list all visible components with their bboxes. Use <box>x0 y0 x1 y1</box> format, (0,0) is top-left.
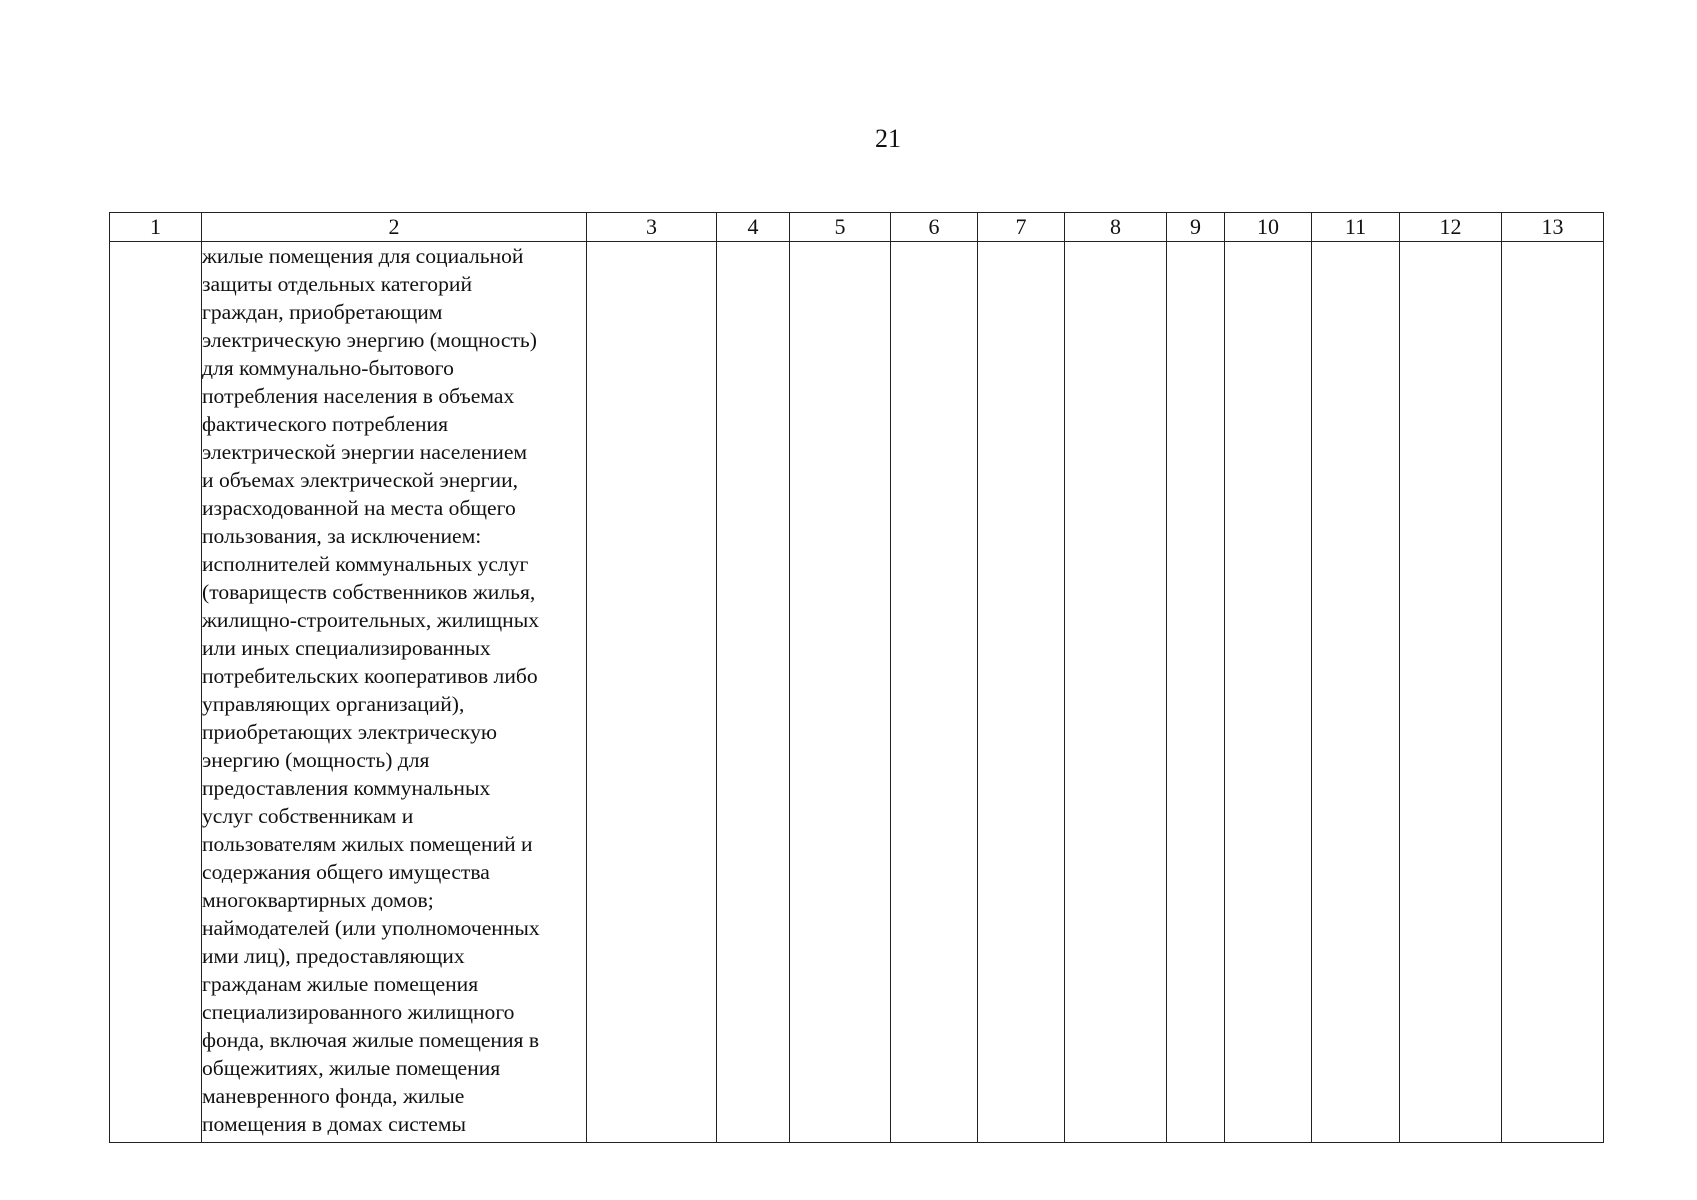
cell-col-9 <box>1167 242 1225 1143</box>
text-line: пользования, за исключением: <box>202 524 482 548</box>
cell-col-8 <box>1065 242 1167 1143</box>
text-line: предоставления коммунальных <box>202 776 491 800</box>
text-line: израсходованной на места общего <box>202 496 516 520</box>
text-line: электрической энергии населением <box>202 440 528 464</box>
text-line: помещения в домах системы <box>202 1112 467 1136</box>
text-line: приобретающих электрическую <box>202 720 498 744</box>
cell-col-10 <box>1225 242 1312 1143</box>
text-line: услуг собственникам и <box>202 804 414 828</box>
header-row <box>110 213 1604 242</box>
text-line: исполнителей коммунальных услуг <box>202 552 529 576</box>
text-line: управляющих организаций), <box>202 692 465 716</box>
text-line: защиты отдельных категорий <box>202 272 472 296</box>
column-header-13: 13 <box>1502 213 1604 242</box>
text-line: жилищно-строительных, жилищных <box>202 608 540 632</box>
text-line: содержания общего имущества <box>202 860 490 884</box>
column-header-8: 8 <box>1065 213 1167 242</box>
cell-col-6 <box>891 242 978 1143</box>
text-line: специализированного жилищного <box>202 1000 515 1024</box>
cell-col-11 <box>1312 242 1400 1143</box>
text-line: потребления населения в объемах <box>202 384 515 408</box>
column-header-10: 10 <box>1225 213 1312 242</box>
column-header-4: 4 <box>717 213 790 242</box>
text-line: фактического потребления <box>202 412 449 436</box>
text-line: ими лиц), предоставляющих <box>202 944 465 968</box>
column-header-7: 7 <box>978 213 1065 242</box>
column-header-1: 1 <box>110 213 202 242</box>
cell-col-2-text <box>202 242 587 1143</box>
cell-col-1 <box>110 242 202 1143</box>
text-line: (товариществ собственников жилья, <box>202 580 536 604</box>
cell-col-3 <box>587 242 717 1143</box>
page-number: 21 <box>875 124 901 153</box>
text-line: и объемах электрической энергии, <box>202 468 519 492</box>
text-line: многоквартирных домов; <box>202 888 434 912</box>
column-header-12: 12 <box>1400 213 1502 242</box>
column-header-6: 6 <box>891 213 978 242</box>
cell-col-13 <box>1502 242 1604 1143</box>
text-line: общежитиях, жилые помещения <box>202 1056 501 1080</box>
text-line: электрическую энергию (мощность) <box>202 328 537 352</box>
column-header-9: 9 <box>1167 213 1225 242</box>
text-line: фонда, включая жилые помещения в <box>202 1028 540 1052</box>
column-header-11: 11 <box>1312 213 1400 242</box>
text-line: гражданам жилые помещения <box>202 972 479 996</box>
data-table <box>109 212 1604 1143</box>
text-line: граждан, приобретающим <box>202 300 443 324</box>
text-line: наймодателей (или уполномоченных <box>202 916 540 940</box>
text-line: пользователям жилых помещений и <box>202 832 533 856</box>
cell-col-7 <box>978 242 1065 1143</box>
column-header-3: 3 <box>587 213 717 242</box>
table-row <box>110 242 1604 1143</box>
text-line: потребительских кооперативов либо <box>202 664 538 688</box>
cell-col-12 <box>1400 242 1502 1143</box>
text-line: энергию (мощность) для <box>202 748 430 772</box>
text-line: для коммунально-бытового <box>202 356 454 380</box>
text-line: маневренного фонда, жилые <box>202 1084 465 1108</box>
column-header-2: 2 <box>202 213 587 242</box>
text-line: жилые помещения для социальной <box>202 244 524 268</box>
cell-col-4 <box>717 242 790 1143</box>
column-header-5: 5 <box>790 213 891 242</box>
text-line: или иных специализированных <box>202 636 491 660</box>
cell-col-5 <box>790 242 891 1143</box>
